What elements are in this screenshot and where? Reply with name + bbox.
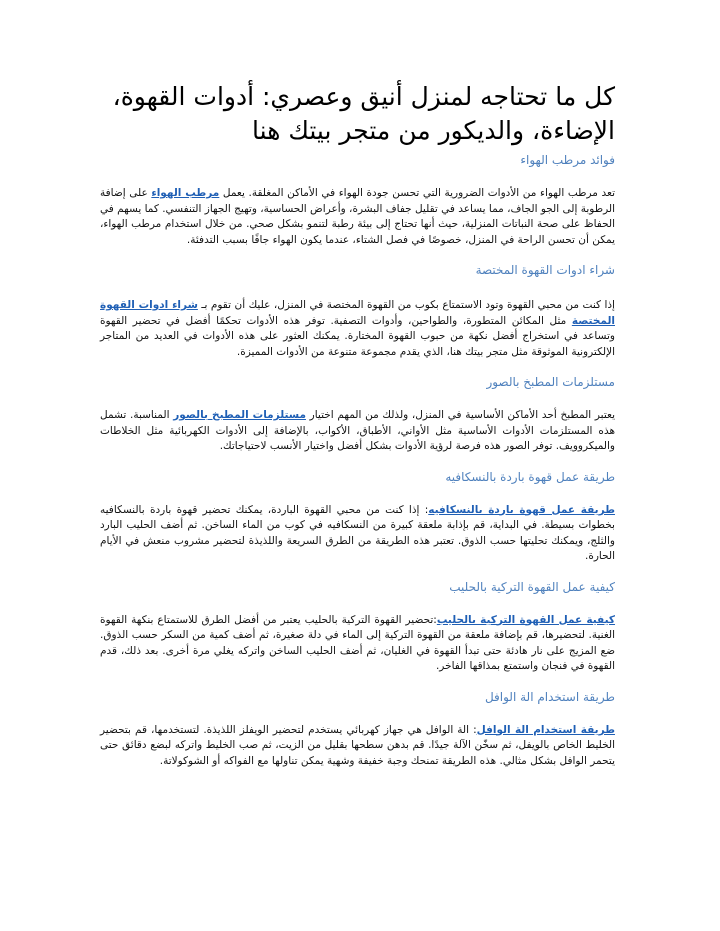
paragraph-text-after: : إذا كنت من محبي القهوة الباردة، يمكنك تحضير قهوة باردة بالنسكافيه بخطوات بسيطة. في البداية، قم بإذابة ملعقة كبيرة من النسكافيه في كوب من الماء الساخن. ثم أضف الحليب البارد والثلج، ويمكنك تحليتها حسب الذوق. تعتبر هذه الطريقة من الطرق السريعة واللذيذة لتحضير مشروب منعش في الأيام الحارة. bbox=[100, 503, 615, 562]
section-heading-iced-nescafe: طريقة عمل قهوة باردة بالنسكافيه bbox=[445, 469, 615, 484]
document-page bbox=[100, 80, 615, 769]
section-heading-kitchen-supplies: مستلزمات المطبخ بالصور bbox=[486, 375, 615, 389]
paragraph-text-after: مثل المكائن المتطورة، والطواحين، وأدوات التصفية. توفر هذه الأدوات تحكمًا أفضل في تحضير القهوة وتساعد في استخراج أفضل نكهة من حبوب القهوة المختارة. يمكنك العثور على هذه الأدوات في العديد من المتاجر الإلكترونية الموثوقة مثل متجر بيتك هنا، الذي يقدم مجموعة متنوعة من الأدوات المميزة. bbox=[100, 314, 615, 358]
section-heading-turkish-coffee-milk: كيفية عمل القهوة التركية بالحليب bbox=[449, 579, 615, 594]
paragraph-text-after: :تحضير القهوة التركية بالحليب يعتبر من أفضل الطرق للاستمتاع بنكهة القهوة الغنية. لتحضيرها، قم بإضافة ملعقة من القهوة التركية إلى الماء في دلة صغيرة، ثم أضف كمية من السكر حسب الذوق. ضع المزيج على نار هادئة حتى تبدأ القهوة في الغليان، ثم أضف الحليب الساخن واتركه يغلي مرة أخرى. بعد ذلك، قدم القهوة في فنجان واستمتع بمذاقها الفاخر. bbox=[100, 613, 615, 672]
link-turkish-coffee-milk[interactable]: كيفية عمل القهوة التركية بالحليب bbox=[436, 613, 616, 626]
section-heading-specialty-coffee-tools: شراء ادوات القهوة المختصة bbox=[475, 263, 615, 277]
section-paragraph-waffle-maker bbox=[100, 723, 615, 770]
section-paragraph-iced-nescafe bbox=[100, 503, 615, 565]
section-paragraph-kitchen-supplies bbox=[100, 408, 615, 455]
section-heading-air-humidifier: فوائد مرطب الهواء bbox=[520, 153, 615, 167]
section-paragraph-turkish-coffee-milk bbox=[100, 613, 615, 675]
paragraph-text-before: يعتبر المطبخ أحد الأماكن الأساسية في المنزل، ولذلك من المهم اختيار bbox=[305, 409, 615, 421]
section-paragraph-specialty-coffee-tools bbox=[100, 298, 615, 360]
paragraph-text-after: المناسبة. تشمل هذه المستلزمات الأدوات الأساسية مثل الأواني، الأطباق، الأكواب، بالإضافة إلى الأدوات الكهربائية مثل الخلاطات والميكروويف. توفر الصور هذه فرصة لرؤية الأدوات بشكل أفضل واختيار الأنسب لاحتياجاتك. bbox=[100, 409, 615, 452]
section-heading-waffle-maker: طريقة استخدام الة الوافل bbox=[484, 689, 615, 704]
link-iced-nescafe[interactable]: طريقة عمل قهوة باردة بالنسكافيه bbox=[428, 503, 615, 516]
paragraph-text-before: تعد مرطب الهواء من الأدوات الضرورية التي تحسن جودة الهواء في الأماكن المغلقة. يعمل bbox=[219, 187, 615, 199]
section-paragraph-air-humidifier bbox=[100, 186, 615, 248]
link-waffle-maker[interactable]: طريقة استخدام الة الوافل bbox=[476, 723, 615, 736]
paragraph-text-before: إذا كنت من محبي القهوة وتود الاستمتاع بكوب من القهوة المختصة في المنزل، عليك أن تقوم بـ bbox=[197, 299, 615, 311]
link-specialty-coffee-tools[interactable]: شراء ادوات القهوة المختصة bbox=[100, 299, 615, 327]
page-title: كل ما تحتاجه لمنزل أنيق وعصري: أدوات القهوة، الإضاءة، والديكور من متجر بيتك هنا bbox=[112, 82, 615, 145]
link-air-humidifier[interactable]: مرطب الهواء bbox=[151, 187, 220, 199]
link-kitchen-supplies[interactable]: مستلزمات المطبخ بالصور bbox=[173, 409, 306, 421]
paragraph-text-after: على إضافة الرطوبة إلى الجو الجاف، مما يساعد في تقليل جفاف البشرة، وأعراض الحساسية، وتهيج الجهاز التنفسي. كما يسهم في الحفاظ على صحة النباتات المنزلية، حيث أنها تحتاج إلى بيئة رطبة لتنمو بشكل صحي. من خلال استخدام مرطب الهواء، يمكن أن تحسن الراحة في المنزل، خصوصًا في فصل الشتاء، عندما يكون الهواء جافًا بسبب التدفئة. bbox=[100, 187, 615, 246]
paragraph-text-after: : الة الوافل هي جهاز كهربائي يستخدم لتحضير الويفلز اللذيذة. لتستخدمها، قم بتحضير الخليط الخاص بالويفل، ثم سخّن الآلة جيدًا. قم بدهن سطحها بقليل من الزيت، ثم صب الخليط واتركه لبضع دقائق حتى يتحمر الوافل بشكل مثالي. هذه الطريقة تمنحك وجبة خفيفة وشهية يمكن تناولها مع الفواكه أو الشوكولاتة. bbox=[100, 723, 615, 767]
